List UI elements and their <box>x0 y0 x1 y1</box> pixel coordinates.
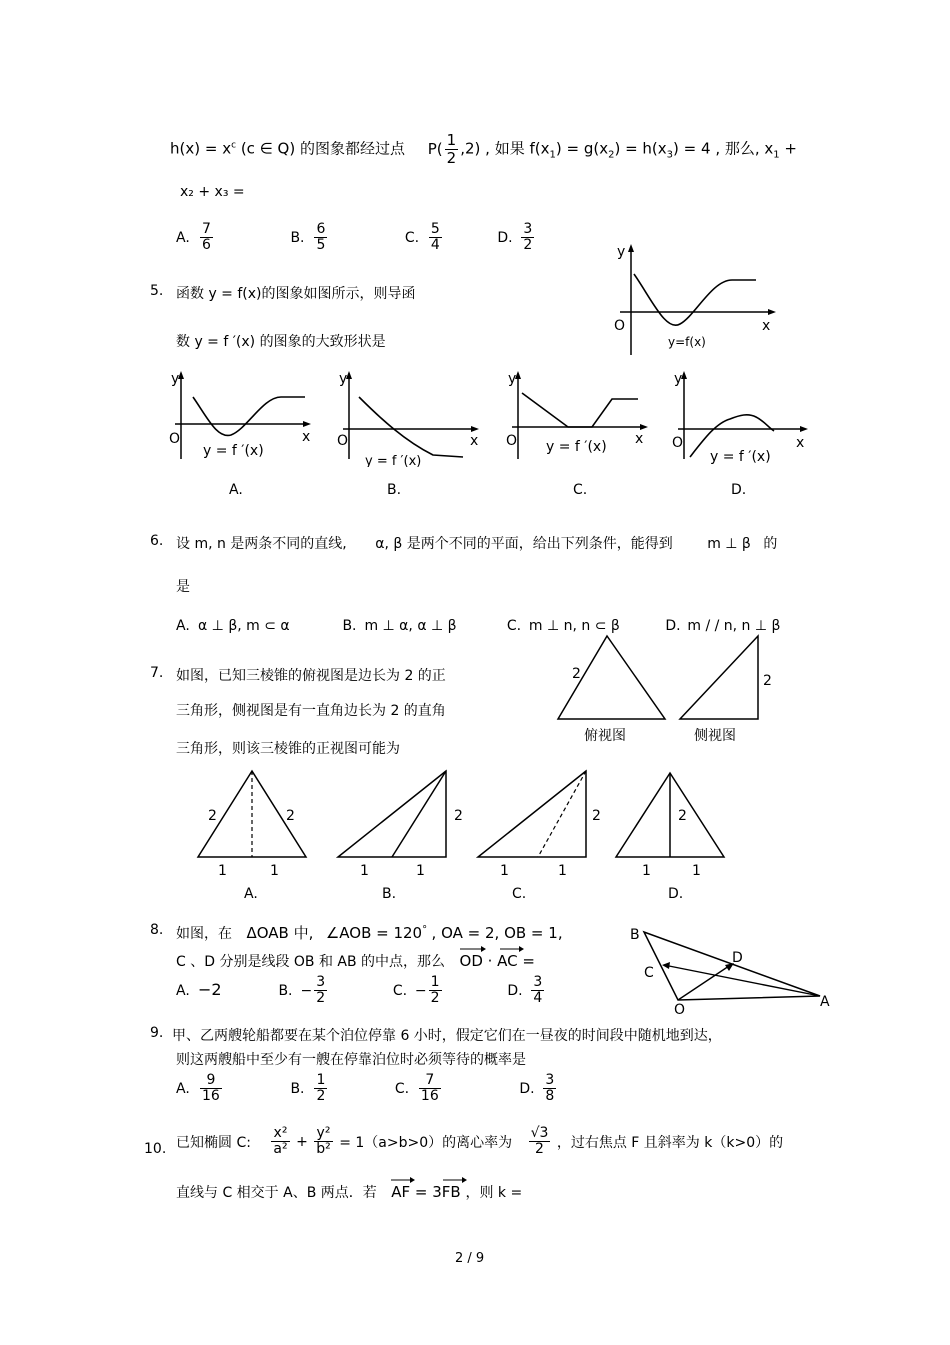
q9-options <box>176 1073 599 1105</box>
q6-option-d: D. m / / n, n ⊥ β <box>665 618 781 634</box>
svg-text:1: 1 <box>416 863 425 879</box>
q10-vector-eq: AF = 3FB <box>391 1183 465 1201</box>
q5-line1: 函数 y = f(x)的图象如图所示，则导函 <box>176 286 416 302</box>
q7-line2: 三角形，侧视图是有一直角边长为 2 的直角 <box>176 703 446 719</box>
svg-text:1: 1 <box>500 863 509 879</box>
q4-point-pre: P( <box>427 139 443 158</box>
q6-option-a: A. α ⊥ β, m ⊂ α <box>176 618 290 634</box>
q8-option-a: A. −2 <box>176 979 222 999</box>
svg-text:y: y <box>339 371 348 387</box>
svg-text:2: 2 <box>592 808 601 824</box>
q5-main-y: y <box>617 244 626 260</box>
svg-text:y: y <box>171 371 180 387</box>
q7-top-view <box>550 630 675 725</box>
svg-text:1: 1 <box>558 863 567 879</box>
q6-number: 6. <box>150 533 164 549</box>
q5-graph-b-letter: B. <box>387 482 402 498</box>
q9-number: 9. <box>150 1025 164 1041</box>
q5-graph-b-label: y = f ′(x) <box>365 454 422 467</box>
q5-graph-c-label: y = f ′(x) <box>546 439 607 455</box>
svg-text:2: 2 <box>208 808 217 824</box>
q7-option-d: D. <box>668 886 684 902</box>
q5-main-label: y=f(x) <box>668 335 706 349</box>
svg-text:x: x <box>796 435 805 451</box>
q6-line2: 是 <box>176 579 190 595</box>
q7-number: 7. <box>150 665 164 681</box>
q7-option-b-figure <box>330 765 470 880</box>
q8-option-c: C. − $\frac{1}{2}$ <box>392 974 440 1007</box>
svg-text:2: 2 <box>678 808 687 824</box>
q4-line2: x₂ + x₃ = <box>180 184 245 200</box>
q8-triangle: ΔOAB 中, <box>246 924 314 942</box>
q5-line2: 数 y = f ′(x) 的图象的大致形状是 <box>176 334 386 350</box>
q7-option-a: A. <box>244 886 258 902</box>
q9-line2: 则这两艘船中至少有一艘在停靠泊位时必须等待的概率是 <box>176 1052 526 1068</box>
q6-planes: α, β <box>375 536 403 552</box>
page-number: 2 / 9 <box>455 1251 485 1266</box>
q9-line1: 甲、乙两艘轮船都要在某个泊位停靠 6 小时，假定它们在一昼夜的时间段中随机地到达， <box>172 1028 722 1044</box>
q5-graph-a <box>165 367 315 467</box>
svg-text:D: D <box>732 950 743 966</box>
q9-option-a: A. $\frac{9}{16}$ <box>176 1072 220 1105</box>
q5-graph-a-label: y = f ′(x) <box>203 443 264 459</box>
q8-option-d: D. $\frac{3}{4}$ <box>507 974 543 1007</box>
q8-options <box>176 975 587 1007</box>
svg-text:1: 1 <box>642 863 651 879</box>
q4-option-a: A. $\frac{7}{6}$ <box>176 221 211 254</box>
q7-line1: 如图，已知三棱锥的俯视图是边长为 2 的正 <box>176 668 446 684</box>
q10-eccentricity: $\frac{√3}{2}$ <box>530 1125 549 1158</box>
q5-number: 5. <box>150 283 164 299</box>
q10-y-frac: $\frac{\text{y²}}{\text{b²}}$ <box>316 1125 331 1158</box>
q5-graph-b <box>333 367 483 467</box>
q4-text-pass: 的图象都经过点 <box>299 139 405 158</box>
q6-option-c: C. m ⊥ n, n ⊂ β <box>506 618 620 634</box>
q10-x-frac: $\frac{\text{x²}}{\text{a²}}$ <box>273 1125 288 1158</box>
svg-text:y: y <box>674 371 683 387</box>
q5-main-o: O <box>614 318 626 334</box>
q9-option-c: C. $\frac{7}{16}$ <box>394 1072 439 1105</box>
svg-text:2: 2 <box>763 673 772 689</box>
q7-top-view-label: 俯视图 <box>584 728 626 744</box>
svg-text:O: O <box>674 1002 686 1015</box>
q8-figure <box>622 920 837 1015</box>
q6-target: m ⊥ β <box>707 536 751 552</box>
q8-lengths: , OA = 2, OB = 1, <box>431 924 563 942</box>
q5-graph-a-letter: A. <box>229 482 243 498</box>
q6-option-b: B. m ⊥ α, α ⊥ β <box>342 618 457 634</box>
q7-option-d-figure <box>610 765 730 880</box>
svg-text:O: O <box>169 431 181 447</box>
q7-side-view <box>675 630 785 725</box>
q6-line1: 设 m, n 是两条不同的直线, α, β 是两个不同的平面，给出下列条件，能得到 m ⊥ β 的 <box>176 536 778 552</box>
q8-line2: C 、D 分别是线段 OB 和 AB 的中点，那么 OD · AC = <box>176 951 535 971</box>
q8-dot-product: OD · AC = <box>460 952 535 970</box>
q8-option-b: B. − $\frac{3}{2}$ <box>278 974 326 1007</box>
q8-angle: ∠AOB = 120 <box>325 924 423 942</box>
q5-main-x: x <box>762 318 771 334</box>
q9-option-d: D. $\frac{3}{8}$ <box>519 1072 555 1105</box>
q7-option-c-figure <box>470 765 610 880</box>
q8-number: 8. <box>150 922 164 938</box>
svg-text:B: B <box>630 927 640 943</box>
svg-text:1: 1 <box>270 863 279 879</box>
q4-point-frac: $\frac{1}{2}$ <box>446 131 457 167</box>
q4-h-sup: c <box>231 140 237 151</box>
q5-graph-c <box>502 367 652 467</box>
q4-h-expr: h(x) = x <box>170 139 232 158</box>
q7-option-c: C. <box>512 886 527 902</box>
svg-text:2: 2 <box>572 666 581 682</box>
svg-text:A: A <box>820 994 830 1010</box>
q4-option-c: C. $\frac{5}{4}$ <box>404 221 440 254</box>
svg-text:1: 1 <box>218 863 227 879</box>
svg-text:1: 1 <box>360 863 369 879</box>
q10-line1: 已知椭圆 C: $\frac{\text{x²}}{\text{a²}}$ + $\frac{\text{y²}}{\text{b²}}$ = 1（a>b>0）的离心率为 $\frac{√3}{2}$ ，过右焦点 F 且斜率为 k（k>0）的 <box>176 1125 784 1158</box>
svg-text:2: 2 <box>454 808 463 824</box>
q4-if-f: , 如果 f(x <box>485 139 550 158</box>
q4-option-b: B. $\frac{6}{5}$ <box>290 221 326 254</box>
q5-graph-d-letter: D. <box>731 482 747 498</box>
q4-option-d: D. $\frac{3}{2}$ <box>497 221 533 254</box>
svg-text:x: x <box>470 433 479 449</box>
svg-text:C: C <box>644 965 654 981</box>
svg-text:y: y <box>508 371 517 387</box>
q7-side-view-label: 侧视图 <box>694 728 736 744</box>
q4-options <box>176 222 577 254</box>
svg-text:2: 2 <box>286 808 295 824</box>
q8-line1: 如图，在 ΔOAB 中, ∠AOB = 120° , OA = 2, OB = 1, <box>176 924 563 942</box>
q5-graph-d <box>668 367 818 467</box>
q4-line1: $h(x) = x^c$ (c ∈ Q) 的图象都经过点 P( $\frac{1}{2}$ ,2) , 如果 $f(x_1) = g(x_2) = h(x_3) = 4$ , 那么, $x_1$ + <box>170 131 797 167</box>
q7-line3: 三角形，则该三棱锥的正视图可能为 <box>176 741 400 757</box>
svg-text:O: O <box>337 433 349 449</box>
q7-option-a-figure <box>190 765 320 880</box>
q4-c-in-q: (c ∈ Q) <box>240 139 296 158</box>
q10-number: 10. <box>144 1141 167 1157</box>
q5-graph-d-label: y = f ′(x) <box>710 449 771 465</box>
svg-text:x: x <box>635 431 644 447</box>
svg-text:1: 1 <box>692 863 701 879</box>
q7-option-b: B. <box>382 886 397 902</box>
q4-point-post: ,2) <box>460 139 481 158</box>
svg-text:O: O <box>506 433 518 449</box>
q5-main-graph <box>600 240 790 360</box>
q9-option-b: B. $\frac{1}{2}$ <box>290 1072 326 1105</box>
svg-text:O: O <box>672 435 684 451</box>
q5-graph-c-letter: C. <box>573 482 588 498</box>
q10-line2: 直线与 C 相交于 A、B 两点．若 AF = 3FB ，则 k = <box>176 1182 522 1202</box>
svg-text:x: x <box>302 429 311 445</box>
